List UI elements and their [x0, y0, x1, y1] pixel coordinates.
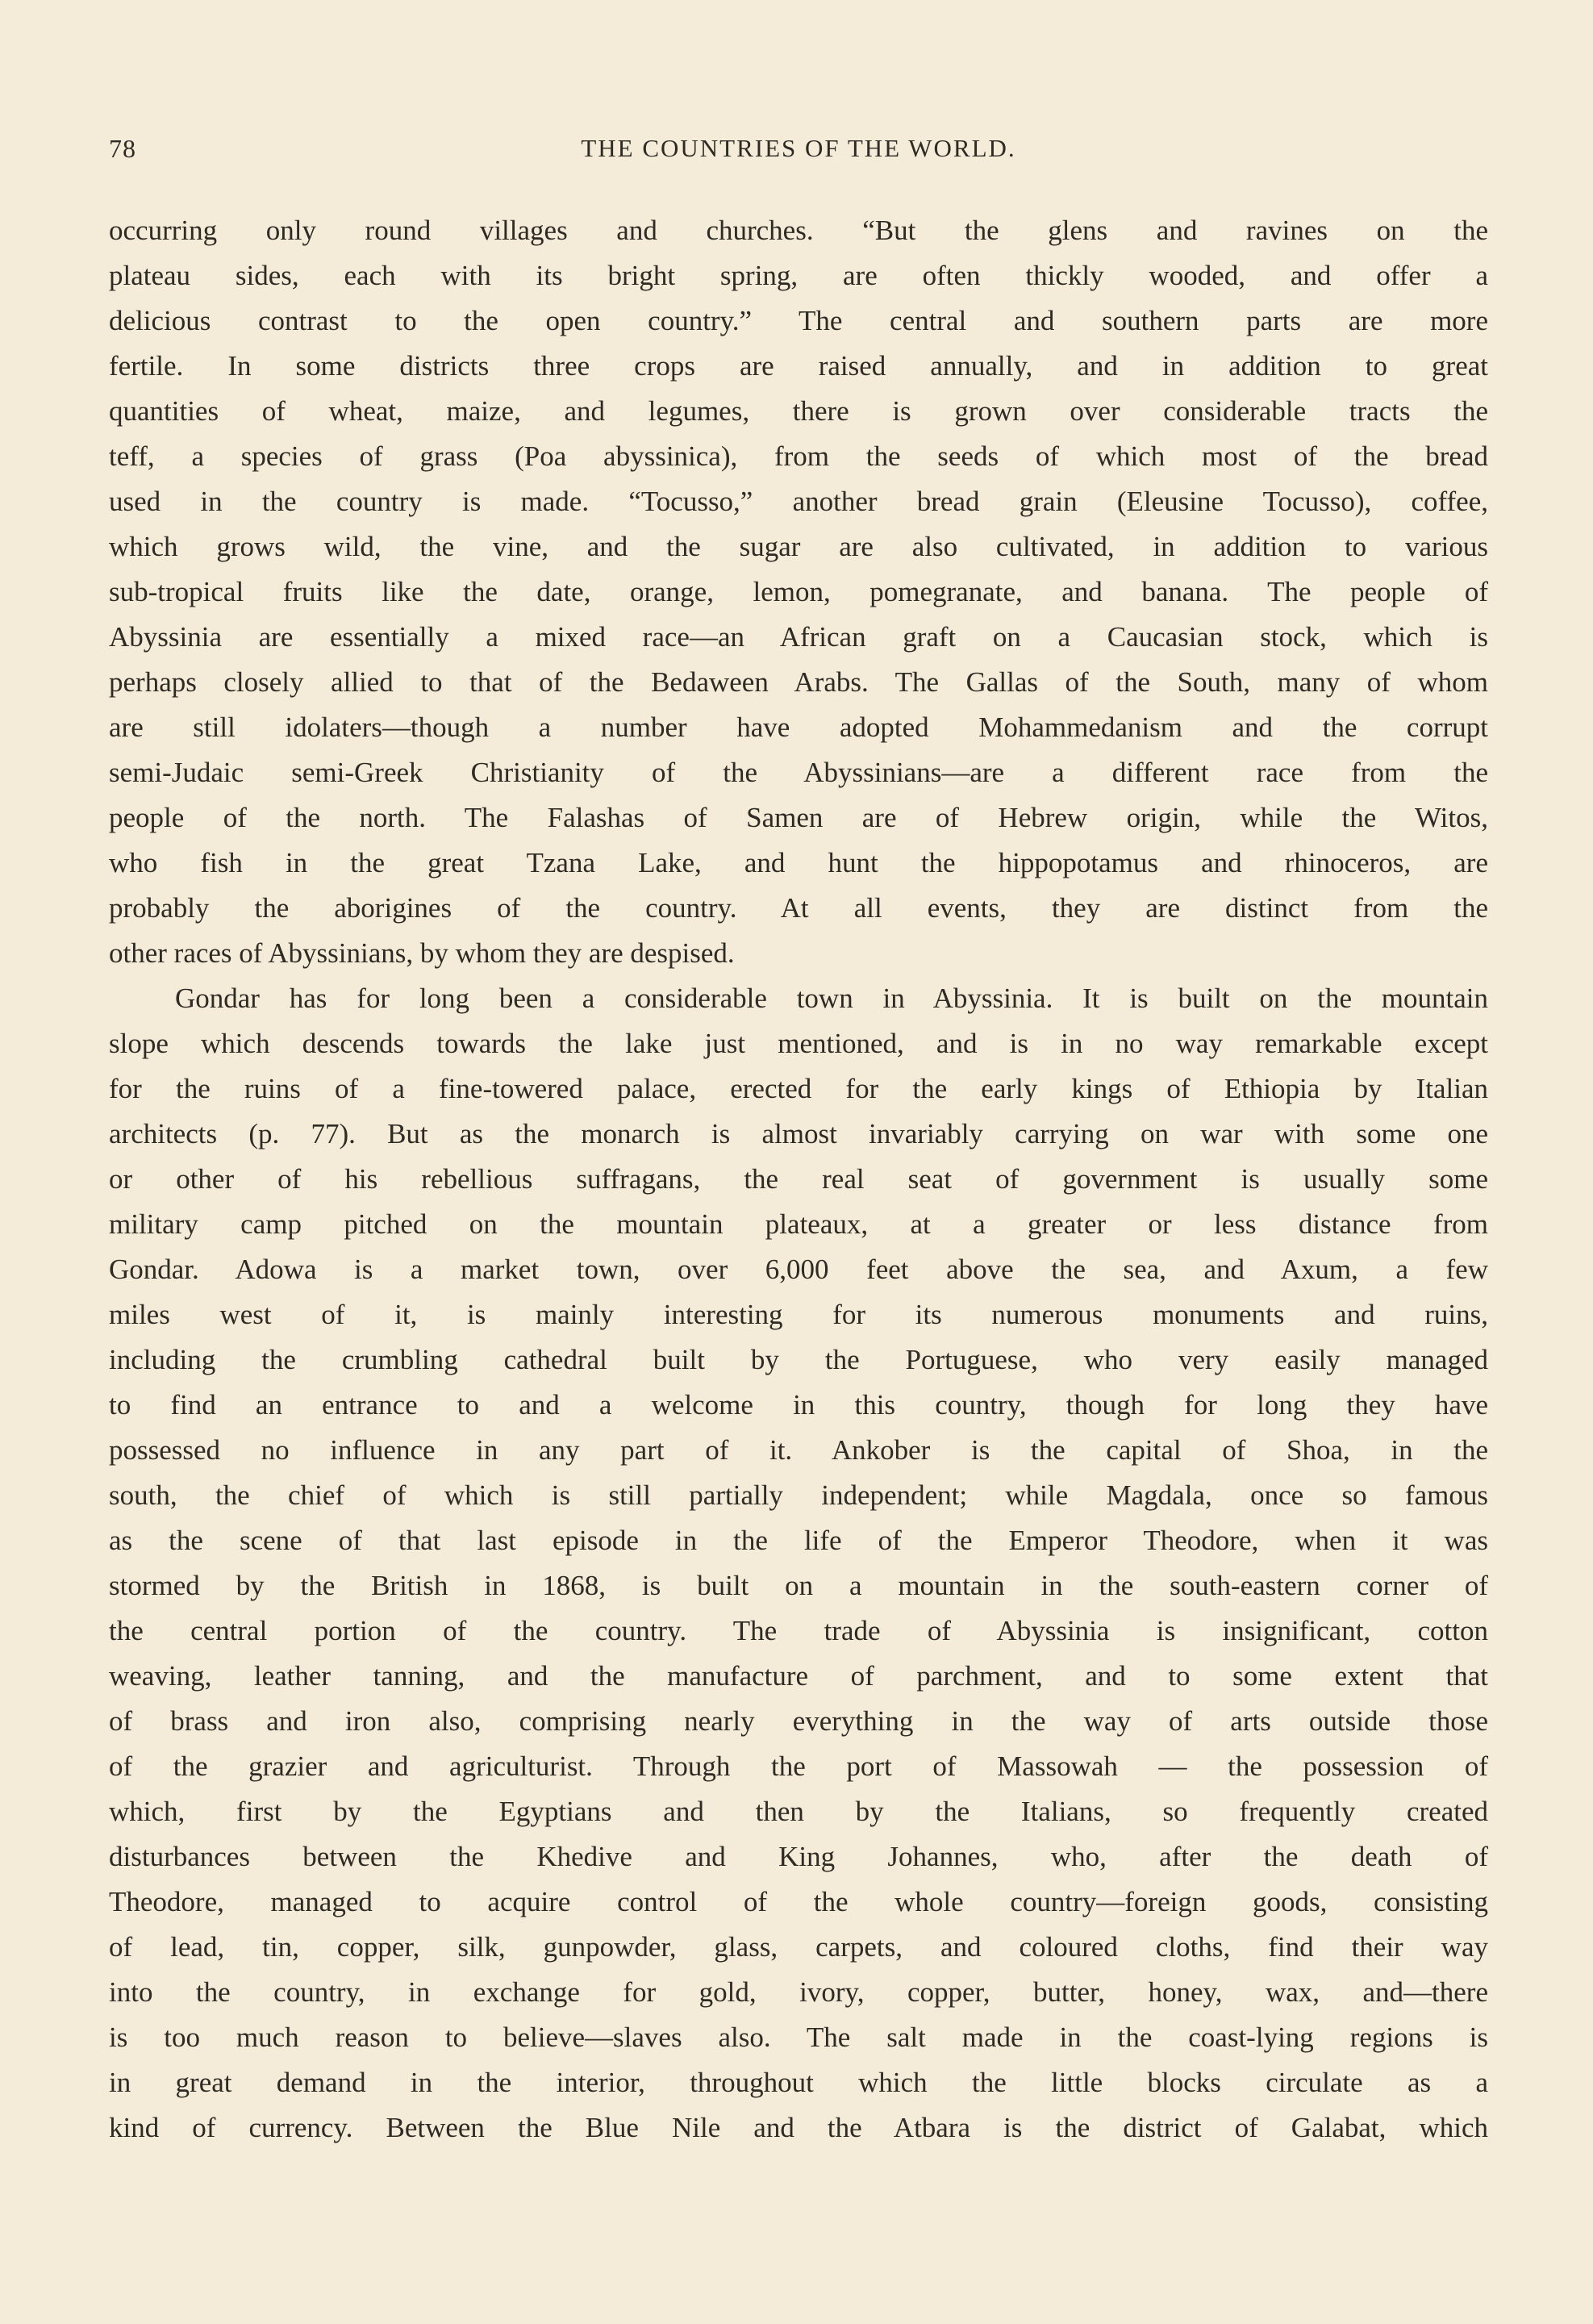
text-line: of brass and iron also, comprising nearly everything in the way of arts outside those [109, 1705, 1488, 1737]
text-line: Theodore, managed to acquire control of the whole country—foreign goods, consisting [109, 1886, 1488, 1917]
text-line: kind of currency. Between the Blue Nile and the Atbara is the district of Galabat, which [109, 2112, 1488, 2143]
text-line: including the crumbling cathedral built by the Portuguese, who very easily managed [109, 1344, 1488, 1375]
running-title: THE COUNTRIES OF THE WORLD. [581, 134, 1016, 162]
text-line: weaving, leather tanning, and the manufacture of parchment, and to some extent that [109, 1660, 1488, 1692]
text-line: teff, a species of grass (Poa abyssinica), from the seeds of which most of the bread [109, 440, 1488, 472]
text-line: of lead, tin, copper, silk, gunpowder, glass, carpets, and coloured cloths, find their way [109, 1931, 1488, 1963]
text-line: are still idolaters—though a number have adopted Mohammedanism and the corrupt [109, 711, 1488, 743]
text-line: as the scene of that last episode in the life of the Emperor Theodore, when it was [109, 1525, 1488, 1556]
text-line: possessed no influence in any part of it. Ankober is the capital of Shoa, in the [109, 1434, 1488, 1466]
text-line: delicious contrast to the open country.” The central and southern parts are more [109, 305, 1488, 336]
text-line: used in the country is made. “Tocusso,” another bread grain (Eleusine Tocusso), coffee, [109, 486, 1488, 517]
text-line: people of the north. The Falashas of Samen are of Hebrew origin, while the Witos, [109, 802, 1488, 833]
text-line: slope which descends towards the lake just mentioned, and is in no way remarkable except [109, 1028, 1488, 1059]
text-line: for the ruins of a fine-towered palace, erected for the early kings of Ethiopia by Italian [109, 1073, 1488, 1104]
text-line: quantities of wheat, maize, and legumes, there is grown over considerable tracts the [109, 395, 1488, 427]
text-line: military camp pitched on the mountain plateaux, at a greater or less distance from [109, 1208, 1488, 1240]
text-line: or other of his rebellious suffragans, the real seat of government is usually some [109, 1163, 1488, 1195]
text-line: Gondar has for long been a considerable town in Abyssinia. It is built on the mountain [175, 983, 1488, 1014]
text-line: stormed by the British in 1868, is built on a mountain in the south-eastern corner of [109, 1570, 1488, 1601]
text-line: which, first by the Egyptians and then by the Italians, so frequently created [109, 1796, 1488, 1827]
text-line: who fish in the great Tzana Lake, and hunt the hippopotamus and rhinoceros, are [109, 847, 1488, 878]
text-line: is too much reason to believe—slaves also. The salt made in the coast-lying regions is [109, 2022, 1488, 2053]
text-line: into the country, in exchange for gold, ivory, copper, butter, honey, wax, and—there [109, 1976, 1488, 2008]
text-line: semi-Judaic semi-Greek Christianity of the Abyssinians—are a different race from the [109, 757, 1488, 788]
text-line: disturbances between the Khedive and King Johannes, who, after the death of [109, 1841, 1488, 1872]
text-line: the central portion of the country. The trade of Abyssinia is insignificant, cotton [109, 1615, 1488, 1646]
text-line: occurring only round villages and churches. “But the glens and ravines on the [109, 215, 1488, 246]
page-header [109, 134, 1488, 166]
text-line: south, the chief of which is still partially independent; while Magdala, once so famous [109, 1479, 1488, 1511]
text-line: in great demand in the interior, throughout which the little blocks circulate as a [109, 2067, 1488, 2098]
text-line: Gondar. Adowa is a market town, over 6,000 feet above the sea, and Axum, a few [109, 1254, 1488, 1285]
page-number: 78 [109, 134, 136, 163]
text-line: plateau sides, each with its bright spring, are often thickly wooded, and offer a [109, 260, 1488, 291]
text-line: sub-tropical fruits like the date, orange, lemon, pomegranate, and banana. The people of [109, 576, 1488, 607]
text-line: fertile. In some districts three crops are raised annually, and in addition to great [109, 350, 1488, 382]
text-line: miles west of it, is mainly interesting for its numerous monuments and ruins, [109, 1299, 1488, 1330]
text-line: architects (p. 77). But as the monarch is almost invariably carrying on war with some one [109, 1118, 1488, 1149]
paragraph-1 [109, 208, 1488, 976]
text-line: to find an entrance to and a welcome in this country, though for long they have [109, 1389, 1488, 1421]
text-line: other races of Abyssinians, by whom they are despised. [109, 937, 735, 969]
text-line: of the grazier and agriculturist. Through the port of Massowah — the possession of [109, 1750, 1488, 1782]
body-text [109, 208, 1488, 2151]
text-line: perhaps closely allied to that of the Bedaween Arabs. The Gallas of the South, many of whom [109, 666, 1488, 698]
paragraph-2 [109, 976, 1488, 2151]
text-line: Abyssinia are essentially a mixed race—an African graft on a Caucasian stock, which is [109, 621, 1488, 653]
text-line: probably the aborigines of the country. At all events, they are distinct from the [109, 892, 1488, 924]
text-line: which grows wild, the vine, and the sugar are also cultivated, in addition to various [109, 531, 1488, 562]
